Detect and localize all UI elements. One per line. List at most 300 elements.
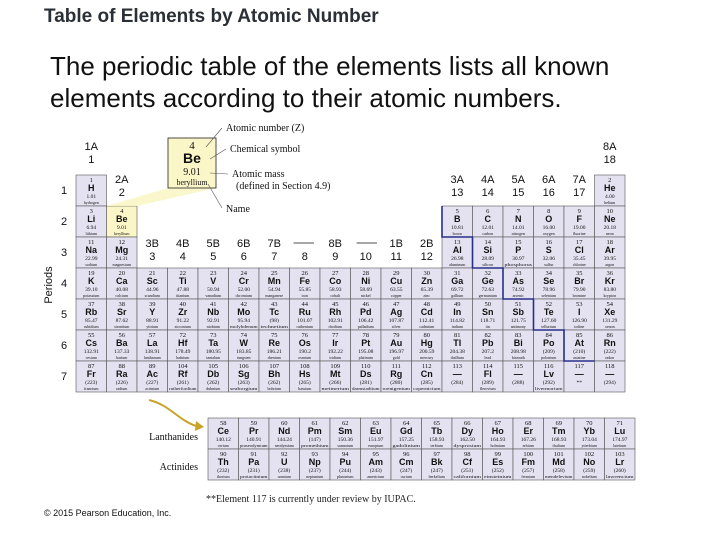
element-cell-35-number: 35 (576, 270, 583, 277)
element-cell-13-number: 13 (454, 239, 461, 246)
element-cell-44-name: ruthenium (296, 324, 313, 329)
element-cell-28-mass: 58.69 (359, 287, 372, 293)
element-cell-112-name: copernicium (413, 386, 442, 391)
element-cell-50-mass: 118.71 (480, 318, 496, 324)
element-cell-25-symbol: Mn (267, 276, 281, 286)
group-header-4-letter: 4B (176, 238, 190, 250)
group-header-1-number: 1 (88, 154, 95, 166)
element-cell-28-symbol: Ni (361, 276, 371, 286)
element-cell-41-mass: 92.91 (207, 318, 220, 324)
group-header-13-number: 13 (451, 187, 464, 199)
element-cell-5-name: boron (452, 231, 462, 236)
element-cell-84-symbol: Po (542, 338, 555, 348)
legend-example-symbol: Be (183, 150, 201, 166)
lanthanide-cell-66-name: dysprosium (453, 443, 483, 448)
element-cell-86-symbol: Rn (603, 338, 616, 348)
element-cell-46-number: 46 (362, 301, 369, 308)
element-cell-86-name: radon (605, 355, 615, 360)
element-cell-42-mass: 95.94 (237, 318, 250, 324)
element-cell-32-number: 32 (484, 270, 491, 277)
lanthanide-cell-60-name: neodymium (274, 443, 294, 448)
element-cell-32-mass: 72.63 (481, 287, 494, 293)
element-cell-45-name: rhodium (328, 324, 343, 329)
element-cell-20-mass: 40.08 (115, 287, 128, 293)
element-cell-10-mass: 20.18 (603, 225, 616, 231)
actinide-cell-101-name: mendelevium (545, 474, 574, 479)
element-cell-35-mass: 79.90 (573, 287, 586, 293)
element-cell-32-name: germanium (478, 293, 497, 298)
element-cell-10-number: 10 (606, 208, 613, 215)
element-cell-78-number: 78 (362, 332, 369, 339)
element-cell-83-mass: 208.98 (510, 349, 526, 355)
element-cell-36-symbol: Kr (604, 276, 615, 286)
element-cell-113-number: 113 (452, 363, 463, 370)
group-header-14-letter: 4A (481, 174, 495, 186)
lanthanide-cell-61-mass: (147) (308, 437, 321, 443)
element-cell-104-symbol: Rf (178, 369, 188, 379)
element-cell-106-name: seaborgium (230, 386, 259, 391)
element-cell-50-number: 50 (484, 301, 491, 308)
element-cell-48-mass: 112.41 (419, 318, 435, 324)
element-cell-75-mass: 186.21 (266, 349, 282, 355)
element-cell-24-name: chromium (235, 293, 252, 298)
element-cell-111-mass: (280) (390, 380, 403, 386)
element-cell-14-symbol: Si (483, 245, 493, 255)
element-cell-110-name: darmstadtium (352, 386, 381, 391)
lanthanide-cell-70-name: ytterbium (581, 443, 598, 448)
actinide-cell-93-mass: (237) (308, 468, 321, 474)
actinide-cell-95-number: 95 (372, 451, 379, 458)
element-cell-113-mass: (284) (451, 380, 464, 386)
element-cell-75-number: 75 (271, 332, 278, 339)
element-cell-1-symbol: H (88, 183, 95, 193)
element-cell-27-symbol: Co (329, 276, 342, 286)
element-cell-55-name: cesium (85, 355, 97, 360)
element-cell-52-symbol: Te (543, 307, 554, 317)
period-number-2: 2 (60, 216, 68, 228)
element-cell-28-name: nickel (360, 293, 371, 298)
lanthanide-cell-66-symbol: Dy (461, 426, 474, 436)
element-cell-39-number: 39 (149, 301, 156, 308)
element-cell-38-number: 38 (118, 301, 125, 308)
element-cell-8-symbol: O (545, 214, 553, 224)
group-header-14-number: 14 (481, 187, 494, 199)
element-cell-48-name: cadmium (419, 324, 435, 329)
element-cell-115-symbol: — (513, 369, 523, 379)
lanthanide-cell-60-symbol: Nd (278, 426, 291, 436)
actinide-cell-92-number: 92 (281, 451, 288, 458)
element-cell-9-mass: 19.00 (573, 225, 586, 231)
element-cell-9-name: fluorine (572, 231, 586, 236)
element-cell-40-name: zirconium (174, 324, 191, 329)
element-cell-34-symbol: Se (543, 276, 555, 286)
group-header-9-letter: 8B (328, 238, 342, 250)
element-cell-31-mass: 69.72 (451, 287, 464, 293)
element-cell-109-mass: (266) (329, 380, 342, 386)
actinide-cell-92-name: uranium (277, 474, 291, 479)
element-cell-11-number: 11 (88, 239, 95, 246)
element-cell-31-name: gallium (451, 293, 464, 298)
element-cell-55-symbol: Cs (85, 338, 98, 348)
actinide-cell-90-number: 90 (220, 451, 227, 458)
actinide-cell-90-symbol: Th (217, 457, 229, 467)
legend-example-name: beryllium (176, 178, 208, 187)
element-cell-7-name: nitrogen (511, 231, 525, 236)
group-header-2-number: 2 (118, 187, 125, 199)
element-cell-48-number: 48 (423, 301, 430, 308)
element-cell-33-name: arsenic (512, 293, 524, 298)
actinide-cell-90-name: thorium (216, 474, 230, 479)
element-cell-2-number: 2 (608, 177, 612, 184)
element-cell-26-name: iron (301, 293, 308, 298)
element-cell-38-mass: 87.62 (115, 318, 128, 324)
element-cell-118-number: 118 (604, 363, 615, 370)
group-header-7-number: 7 (271, 251, 278, 263)
element-cell-1-mass: 1.01 (86, 194, 97, 200)
actinide-cell-98-name: californium (453, 474, 483, 479)
element-cell-114-number: 114 (482, 363, 493, 370)
element-cell-72-number: 72 (179, 332, 186, 339)
element-cell-30-symbol: Zn (421, 276, 433, 286)
lanthanide-cell-71-mass: 174.97 (612, 437, 628, 443)
lanthanide-cell-64-number: 64 (403, 420, 410, 427)
legend-label-atomic-number: Atomic number (Z) (226, 123, 305, 134)
element-cell-78-symbol: Pt (361, 338, 371, 348)
element-cell-22-symbol: Ti (178, 276, 187, 286)
element-cell-77-name: iridium (329, 355, 342, 360)
actinide-cell-96-mass: (247) (400, 468, 413, 474)
element-cell-15-symbol: P (515, 245, 522, 255)
lanthanide-cell-67-number: 67 (494, 420, 501, 427)
actinide-cell-103-name: lawrencium (606, 474, 635, 479)
element-cell-17-mass: 35.45 (573, 256, 586, 262)
element-cell-73-name: tantalum (206, 355, 221, 360)
element-cell-34-mass: 78.96 (542, 287, 555, 293)
actinide-cell-102-name: nobelium (581, 474, 597, 479)
element-cell-32-symbol: Ge (481, 276, 494, 286)
f-block-arrowhead (195, 421, 204, 431)
element-cell-56-name: barium (116, 355, 128, 360)
element-cell-39-name: yttrium (146, 324, 159, 329)
lanthanide-cell-65-symbol: Tb (431, 426, 443, 436)
element-cell-85-symbol: At (574, 338, 584, 348)
element-cell-39-symbol: Y (149, 307, 156, 317)
element-cell-2-mass: 4.00 (604, 194, 615, 200)
element-cell-110-number: 110 (360, 363, 371, 370)
element-cell-55-number: 55 (88, 332, 95, 339)
element-cell-24-symbol: Cr (238, 276, 249, 286)
lanthanide-cell-69-name: thulium (552, 443, 565, 448)
element-cell-55-mass: 132.91 (83, 349, 99, 355)
element-cell-75-name: rhenium (267, 355, 281, 360)
element-cell-84-name: polonium (541, 355, 557, 360)
element-cell-29-symbol: Cu (390, 276, 403, 286)
element-cell-16-symbol: S (545, 245, 552, 255)
element-cell-49-symbol: In (453, 307, 462, 317)
element-cell-105-mass: (262) (207, 380, 220, 386)
element-cell-110-symbol: Ds (359, 369, 372, 379)
element-cell-8-number: 8 (547, 208, 551, 215)
element-cell-72-symbol: Hf (178, 338, 188, 348)
f-block-arrow (149, 400, 196, 426)
element-cell-89-name: actinium (145, 386, 160, 391)
group-header-1-letter: 1A (84, 141, 98, 153)
lanthanide-cell-60-mass: 144.24 (276, 437, 292, 443)
actinide-cell-97-mass: (247) (430, 468, 443, 474)
element-cell-42-number: 42 (240, 301, 247, 308)
element-cell-47-number: 47 (393, 301, 400, 308)
legend-example-number: 4 (189, 140, 195, 152)
actinide-cell-96-symbol: Cm (398, 457, 414, 467)
group-header-5-letter: 5B (206, 238, 220, 250)
lanthanide-cell-71-number: 71 (616, 420, 623, 427)
lanthanide-cell-67-mass: 164.93 (490, 437, 506, 443)
element-cell-37-mass: 85.47 (85, 318, 98, 324)
lanthanide-cell-62-mass: 150.36 (337, 437, 353, 443)
element-cell-22-name: titanium (176, 293, 190, 298)
element-cell-80-symbol: Hg (420, 338, 433, 348)
element-cell-73-mass: 180.95 (205, 349, 221, 355)
element-cell-44-mass: 101.07 (297, 318, 313, 324)
period-number-4: 4 (60, 278, 68, 290)
element-cell-84-mass: (209) (542, 349, 555, 355)
group-header-17-number: 17 (573, 187, 586, 199)
element-cell-29-number: 29 (393, 270, 400, 277)
lanthanides-label: Lanthanides (149, 432, 198, 443)
element-cell-31-number: 31 (454, 270, 461, 277)
element-cell-88-symbol: Ra (115, 369, 128, 379)
element-cell-104-name: rutherfordium (169, 386, 198, 391)
element-cell-84-number: 84 (545, 332, 552, 339)
element-cell-76-mass: 190.2 (298, 349, 311, 355)
element-cell-11-symbol: Na (85, 245, 98, 255)
element-cell-89-symbol: Ac (146, 369, 159, 379)
element-cell-107-symbol: Bh (268, 369, 281, 379)
actinide-cell-100-name: fermium (521, 474, 536, 479)
element-cell-53-number: 53 (576, 301, 583, 308)
element-cell-50-name: tin (485, 324, 490, 329)
actinide-cell-103-symbol: Lr (615, 457, 625, 467)
actinide-cell-97-number: 97 (433, 451, 440, 458)
element-cell-72-mass: 178.49 (175, 349, 191, 355)
actinide-cell-92-mass: (238) (278, 468, 291, 474)
element-cell-74-mass: 183.85 (236, 349, 252, 355)
element-cell-73-number: 73 (210, 332, 217, 339)
element-cell-53-mass: 126.90 (571, 318, 587, 324)
element-cell-33-number: 33 (515, 270, 522, 277)
element-cell-26-mass: 55.85 (298, 287, 311, 293)
element-cell-107-name: bohrium (267, 386, 282, 391)
element-cell-3-number: 3 (89, 208, 93, 215)
lanthanide-cell-61-symbol: Pm (307, 426, 322, 436)
element-cell-49-name: indium (451, 324, 463, 329)
element-cell-106-symbol: Sg (237, 369, 250, 379)
element-cell-43-name: technetium (260, 324, 290, 329)
lanthanide-cell-68-mass: 167.26 (520, 437, 536, 443)
element-cell-47-symbol: Ag (390, 307, 403, 317)
group-header-16-letter: 6A (542, 174, 556, 186)
element-cell-26-symbol: Fe (299, 276, 311, 286)
element-cell-3-symbol: Li (87, 214, 96, 224)
element-cell-43-number: 43 (271, 301, 278, 308)
group-header-2-letter: 2A (115, 174, 129, 186)
element-cell-36-number: 36 (606, 270, 613, 277)
element-cell-36-name: krypton (603, 293, 616, 298)
lanthanide-cell-65-name: terbium (430, 443, 443, 448)
element-cell-52-number: 52 (545, 301, 552, 308)
element-cell-116-number: 116 (543, 363, 554, 370)
element-cell-16-name: sulfur (544, 262, 554, 267)
element-cell-42-symbol: Mo (237, 307, 251, 317)
element-cell-53-name: iodine (574, 324, 585, 329)
element-cell-13-name: aluminum (449, 262, 466, 267)
element-cell-113-symbol: — (452, 369, 462, 379)
element-cell-108-symbol: Hs (298, 369, 311, 379)
element-cell-76-number: 76 (301, 332, 308, 339)
element-cell-13-symbol: Al (452, 245, 462, 255)
lanthanide-cell-62-symbol: Sm (338, 426, 353, 436)
group-header-10-number: 10 (359, 251, 372, 263)
element-cell-111-name: roentgenium (382, 386, 412, 391)
element-cell-82-number: 82 (484, 332, 491, 339)
element-cell-3-name: lithium (85, 231, 98, 236)
element-cell-108-name: hassium (298, 386, 312, 391)
actinide-cell-103-number: 103 (614, 451, 625, 458)
element-cell-10-symbol: Ne (603, 214, 616, 224)
element-cell-41-number: 41 (210, 301, 217, 308)
element-cell-30-mass: 65.39 (420, 287, 433, 293)
lanthanide-cell-68-name: erbium (522, 443, 534, 448)
element-cell-11-name: sodium (85, 262, 98, 267)
actinide-cell-95-name: americium (367, 474, 385, 479)
element-cell-16-mass: 32.06 (542, 256, 555, 262)
element-cell-9-number: 9 (577, 208, 581, 215)
actinide-cell-94-name: plutonium (337, 474, 354, 479)
element-cell-112-symbol: Cn (420, 369, 433, 379)
element-cell-3-mass: 6.94 (86, 225, 97, 231)
element-cell-15-number: 15 (515, 239, 522, 246)
element-cell-85-mass: (210) (573, 349, 586, 355)
period-number-6: 6 (60, 340, 68, 352)
element-cell-35-symbol: Br (574, 276, 585, 286)
element-cell-117-symbol: — (574, 369, 584, 379)
group-header-18-letter: 8A (603, 141, 617, 153)
element-cell-50-symbol: Sn (481, 307, 494, 317)
actinide-cell-99-mass: (252) (491, 468, 504, 474)
element-cell-75-symbol: Re (268, 338, 281, 348)
element-cell-54-symbol: Xe (604, 307, 616, 317)
element-cell-37-name: rubidium (83, 324, 99, 329)
element-cell-2-symbol: He (603, 183, 616, 193)
group-header-13-letter: 3A (450, 174, 464, 186)
element-cell-12-mass: 24.31 (115, 256, 128, 262)
actinide-cell-96-name: curium (400, 474, 412, 479)
element-cell-40-number: 40 (179, 301, 186, 308)
element-cell-81-number: 81 (454, 332, 461, 339)
lanthanide-cell-70-symbol: Yb (583, 426, 596, 436)
element-cell-107-mass: (262) (268, 380, 281, 386)
lanthanide-cell-67-symbol: Ho (491, 426, 504, 436)
actinide-cell-95-mass: (243) (369, 468, 382, 474)
element-cell-36-mass: 83.80 (603, 287, 616, 293)
element-cell-25-name: manganese (265, 293, 284, 298)
actinide-cell-97-symbol: Bk (430, 457, 443, 467)
group-header-4-number: 4 (179, 251, 186, 263)
lanthanide-cell-63-name: europium (368, 443, 384, 448)
element-cell-51-number: 51 (515, 301, 522, 308)
element-cell-27-number: 27 (332, 270, 339, 277)
element-cell-80-mass: 200.59 (419, 349, 435, 355)
element-cell-35-name: bromine (572, 293, 586, 298)
lanthanide-cell-69-number: 69 (555, 420, 562, 427)
element-cell-74-number: 74 (240, 332, 247, 339)
element-cell-24-mass: 52.00 (237, 287, 250, 293)
actinide-cell-91-symbol: Pa (248, 457, 260, 467)
element-cell-79-mass: 196.97 (388, 349, 404, 355)
element-cell-118-symbol: — (605, 369, 615, 379)
lanthanide-cell-58-name: cerium (217, 443, 229, 448)
element-cell-109-symbol: Mt (330, 369, 341, 379)
period-number-1: 1 (60, 185, 68, 197)
element-cell-118-mass: (294) (603, 380, 616, 386)
element-cell-117-mass: ** (576, 380, 582, 386)
element-cell-80-name: mercury (420, 355, 434, 360)
element-cell-40-symbol: Zr (178, 307, 188, 317)
element-117-footnote: **Element 117 is currently under review by IUPAC. (206, 494, 416, 505)
element-cell-51-mass: 121.75 (510, 318, 526, 324)
actinide-cell-103-mass: (260) (613, 468, 626, 474)
lanthanide-cell-59-mass: 140.91 (246, 437, 262, 443)
group-header-11-letter: 1B (389, 238, 403, 250)
element-cell-17-symbol: Cl (574, 245, 584, 255)
element-cell-73-symbol: Ta (208, 338, 219, 348)
element-cell-115-mass: (288) (512, 380, 525, 386)
element-cell-85-number: 85 (576, 332, 583, 339)
lanthanide-cell-66-number: 66 (464, 420, 471, 427)
element-cell-78-mass: 195.08 (358, 349, 374, 355)
element-cell-57-name: lanthanum (143, 355, 161, 360)
element-cell-81-mass: 204.38 (449, 349, 465, 355)
actinides-label: Actinides (159, 462, 198, 473)
slide-body-text: The periodic table of the elements lists all known elements according to their atomic numbers. (50, 51, 610, 113)
element-cell-106-mass: (263) (237, 380, 250, 386)
element-cell-30-name: zinc (423, 293, 431, 298)
element-cell-88-name: radium (116, 386, 128, 391)
element-cell-15-mass: 30.97 (512, 256, 525, 262)
element-cell-10-name: neon (605, 231, 614, 236)
element-cell-79-name: gold (392, 355, 400, 360)
element-cell-27-mass: 58.93 (329, 287, 342, 293)
element-cell-86-number: 86 (606, 332, 613, 339)
element-cell-23-symbol: V (210, 276, 217, 286)
group-header-15-letter: 5A (511, 174, 525, 186)
slide-title: Table of Elements by Atomic Number (44, 6, 379, 27)
element-cell-41-name: niobium (206, 324, 220, 329)
lanthanide-cell-64-name: gadolinium (392, 443, 422, 448)
element-cell-46-mass: 106.42 (358, 318, 374, 324)
element-cell-87-number: 87 (88, 363, 95, 370)
element-cell-87-symbol: Fr (86, 369, 96, 379)
element-cell-81-name: thallium (450, 355, 464, 360)
lanthanide-cell-63-mass: 151.97 (368, 437, 384, 443)
element-cell-104-mass: (261) (176, 380, 189, 386)
group-header-6-letter: 6B (237, 238, 251, 250)
element-cell-15-name: phosphorus (504, 262, 533, 267)
element-cell-74-symbol: W (239, 338, 248, 348)
element-cell-56-number: 56 (118, 332, 125, 339)
element-cell-20-symbol: Ca (115, 276, 128, 286)
actinide-cell-101-symbol: Md (552, 457, 566, 467)
